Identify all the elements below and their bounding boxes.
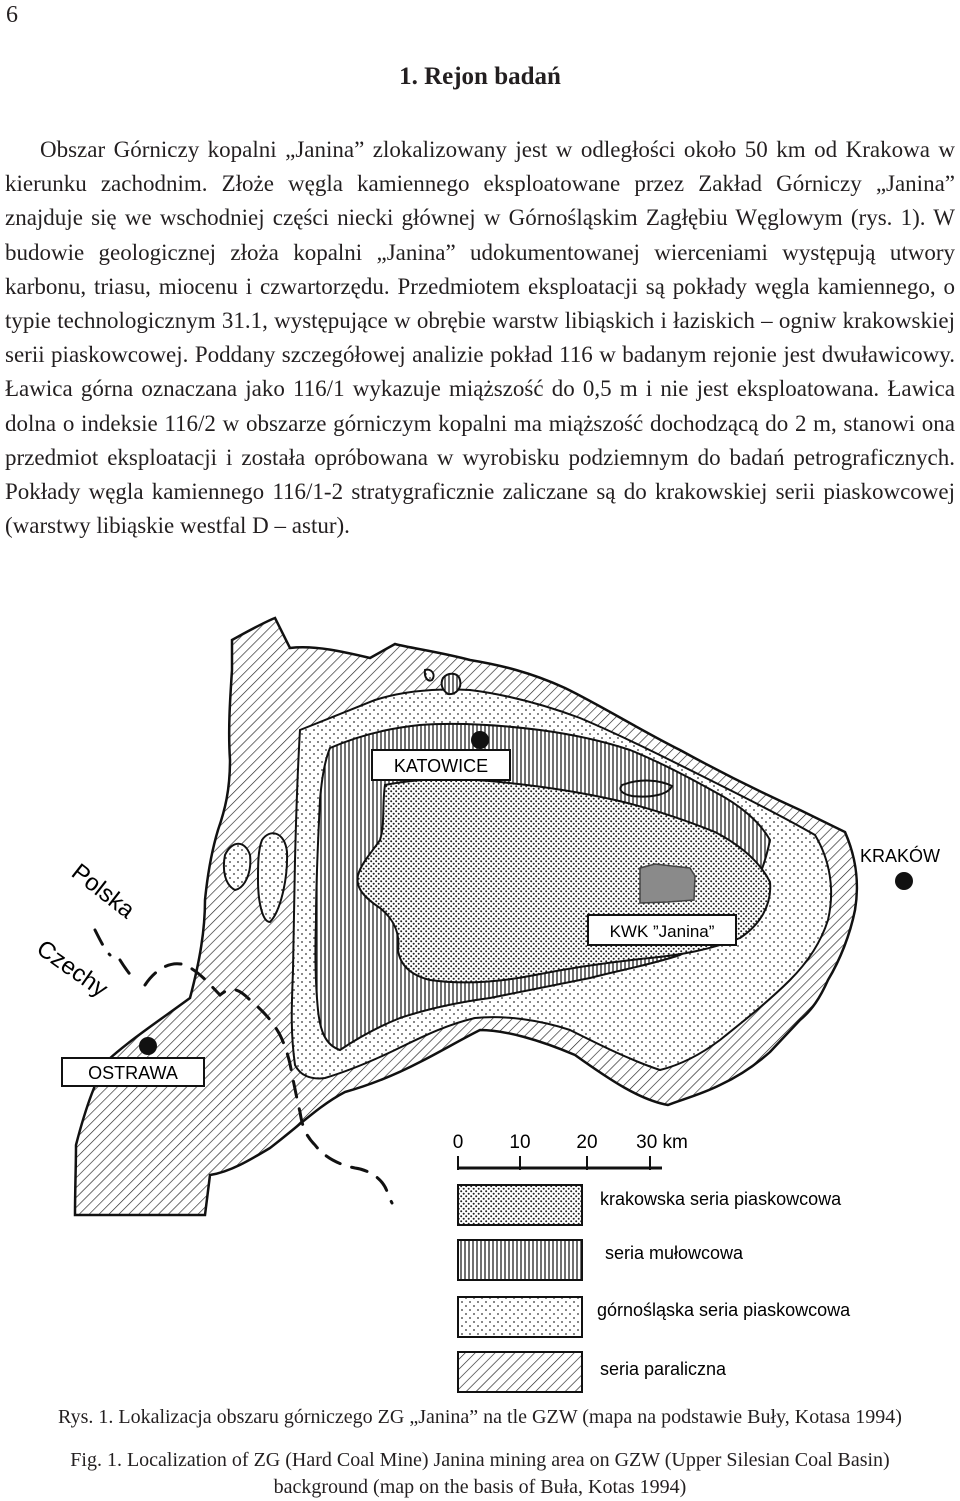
scale-tick-label: 20	[576, 1132, 598, 1153]
katowice-marker	[471, 731, 489, 749]
legend-swatch-paraliczna	[458, 1352, 582, 1392]
scale-tick-label: 10	[509, 1132, 531, 1153]
kwk-janina-label: KWK ”Janina”	[609, 922, 715, 941]
section-title: 1. Rejon badań	[399, 63, 561, 90]
legend-label: górnośląska seria piaskowcowa	[597, 1300, 851, 1320]
czechy-label: Czechy	[31, 934, 113, 1003]
legend-label: seria mułowcowa	[605, 1243, 744, 1263]
ostrawa-marker	[139, 1037, 157, 1055]
polska-label: Polska	[66, 858, 140, 925]
body-paragraph: Obszar Górniczy kopalni „Janina” zlokalizowany jest w odległości około 50 km od Krakowa w kierunku zachodnim. Złoże węgla kamiennego eksploatowane przez Zakład Górniczy „Janina” znajduje się we wschodniej części niecki głównej w Górnośląskim Zagłębiu Węglowym (rys. 1). W budowie geologicznej złoża kopalni „Janina” udokumentowanej wierceniami występują utwory karbonu, triasu, miocenu i czwartorzędu. Przedmiotem eksploatacji są pokłady węgla kamiennego, o typie technologicznym 31.1, występujące w obrębie warstw libiąskich i łaziskich – ogniw krakowskiej serii piaskowcowej. Poddany szczegółowej analizie pokład 116 w badanym rejonie jest dwuławicowy. Ławica górna oznaczana jako 116/1 wykazuje miąższość do 0,5 m i nie jest eksploatowana. Ławica dolna o indeksie 116/2 w obszarze górniczym kopalni ma miąższość dochodzącą do 2 m, stanowi ona przedmiot eksploatacji i została opróbowana w wyrobisku podziemnym do badań petrograficznych. Pokłady węgla kamiennego 116/1-2 stratygraficznie zaliczane są do krakowskiej serii piaskowcowej (warstwy libiąskie westfal D – astur).	[5, 137, 955, 539]
legend-swatch-mulowcowa	[458, 1240, 582, 1280]
page-number: 6	[6, 2, 18, 28]
ostrawa-label: OSTRAWA	[88, 1063, 178, 1083]
scale-tick-label: 0	[452, 1132, 464, 1153]
figure-caption-en-line2: background (map on the basis of Buła, Kotas 1994)	[273, 1476, 687, 1498]
figure-caption-en-line1: Fig. 1. Localization of ZG (Hard Coal Mine) Janina mining area on GZW (Upper Silesian Coal Basin)	[70, 1449, 890, 1471]
legend-label: krakowska seria piaskowcowa	[600, 1189, 842, 1209]
legend-swatch-gornoslaska	[458, 1297, 582, 1337]
island-3	[442, 674, 461, 694]
krakow-label: KRAKÓW	[859, 846, 941, 866]
legend	[458, 1185, 851, 1392]
scale-tick-label: 30 km	[636, 1132, 688, 1153]
krakow-marker	[895, 872, 913, 890]
island-5	[425, 670, 434, 681]
legend-swatch-krakowska	[458, 1185, 582, 1225]
katowice-label: KATOWICE	[393, 756, 489, 776]
scale-bar	[453, 1132, 688, 1170]
kwk-janina-area	[640, 864, 695, 903]
geological-map-figure	[0, 600, 960, 1400]
legend-label: seria paraliczna	[600, 1359, 727, 1379]
figure-caption-en	[0, 1447, 960, 1501]
figure-caption-pl: Rys. 1. Lokalizacja obszaru górniczego ZG „Janina” na tle GZW (mapa na podstawie Buły, Kotasa 1994)	[58, 1406, 902, 1428]
